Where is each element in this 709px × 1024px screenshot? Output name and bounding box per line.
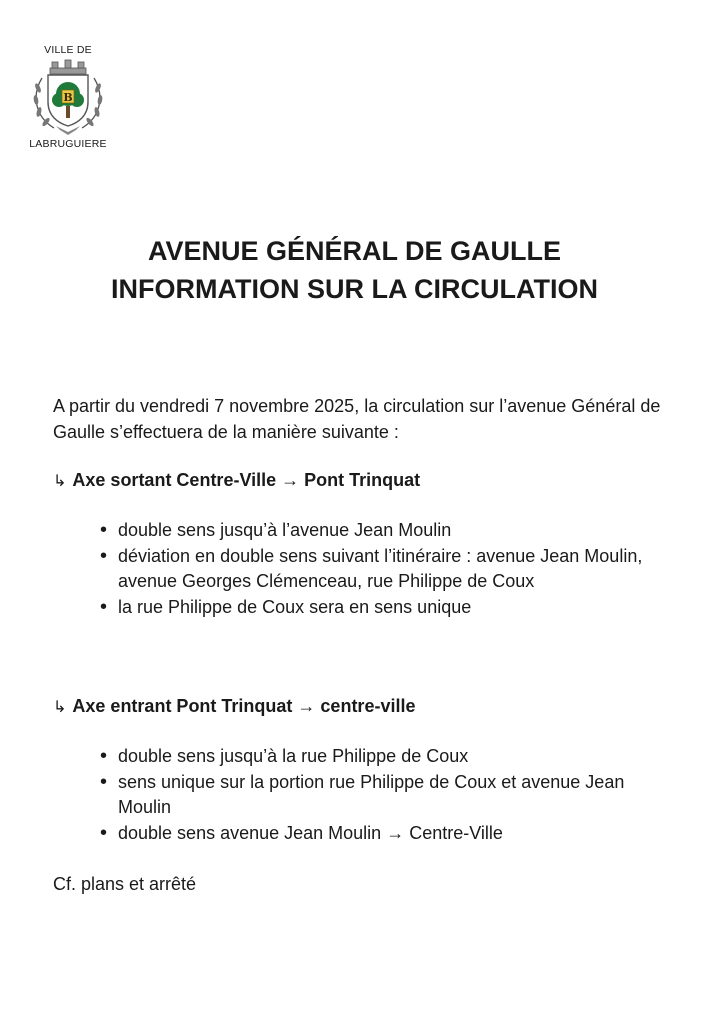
hook-arrow-icon: ↳ — [53, 473, 67, 490]
list-item: • double sens avenue Jean Moulin → Centre-Ville — [100, 821, 660, 847]
inbound-list — [100, 744, 660, 846]
town-logo — [27, 44, 109, 150]
list-item: • déviation en double sens suivant l’itinéraire : avenue Jean Moulin, avenue Georges Clémenceau, rue Philippe de Coux — [100, 544, 660, 595]
title-line-2: INFORMATION SUR LA CIRCULATION — [111, 274, 598, 304]
page-title — [0, 232, 709, 308]
outbound-list — [100, 518, 660, 620]
hook-arrow-icon: ↳ — [53, 699, 67, 716]
list-item: • double sens jusqu’à l’avenue Jean Moulin — [100, 518, 660, 544]
footer-note: Cf. plans et arrêté — [53, 874, 197, 894]
list-item: • sens unique sur la portion rue Philippe de Coux et avenue Jean Moulin — [100, 770, 660, 821]
logo-bottom-text: LABRUGUIERE — [29, 138, 107, 150]
section-heading-text: Axe sortant Centre-Ville → Pont Trinquat — [72, 470, 421, 490]
section-heading-outbound — [53, 467, 420, 495]
list-item: • la rue Philippe de Coux sera en sens unique — [100, 595, 660, 621]
list-item: • double sens jusqu’à la rue Philippe de Coux — [100, 744, 660, 770]
town-crest-icon — [28, 56, 108, 136]
logo-top-text: VILLE DE — [44, 44, 92, 56]
section-heading-text: Axe entrant Pont Trinquat → centre-ville — [72, 696, 416, 716]
intro-paragraph: A partir du vendredi 7 novembre 2025, la circulation sur l’avenue Général de Gaulle s’effectuera de la manière suivante : — [53, 396, 661, 442]
crest-letter: B — [63, 91, 73, 104]
section-heading-inbound — [53, 693, 415, 721]
title-line-1: AVENUE GÉNÉRAL DE GAULLE — [147, 236, 562, 266]
